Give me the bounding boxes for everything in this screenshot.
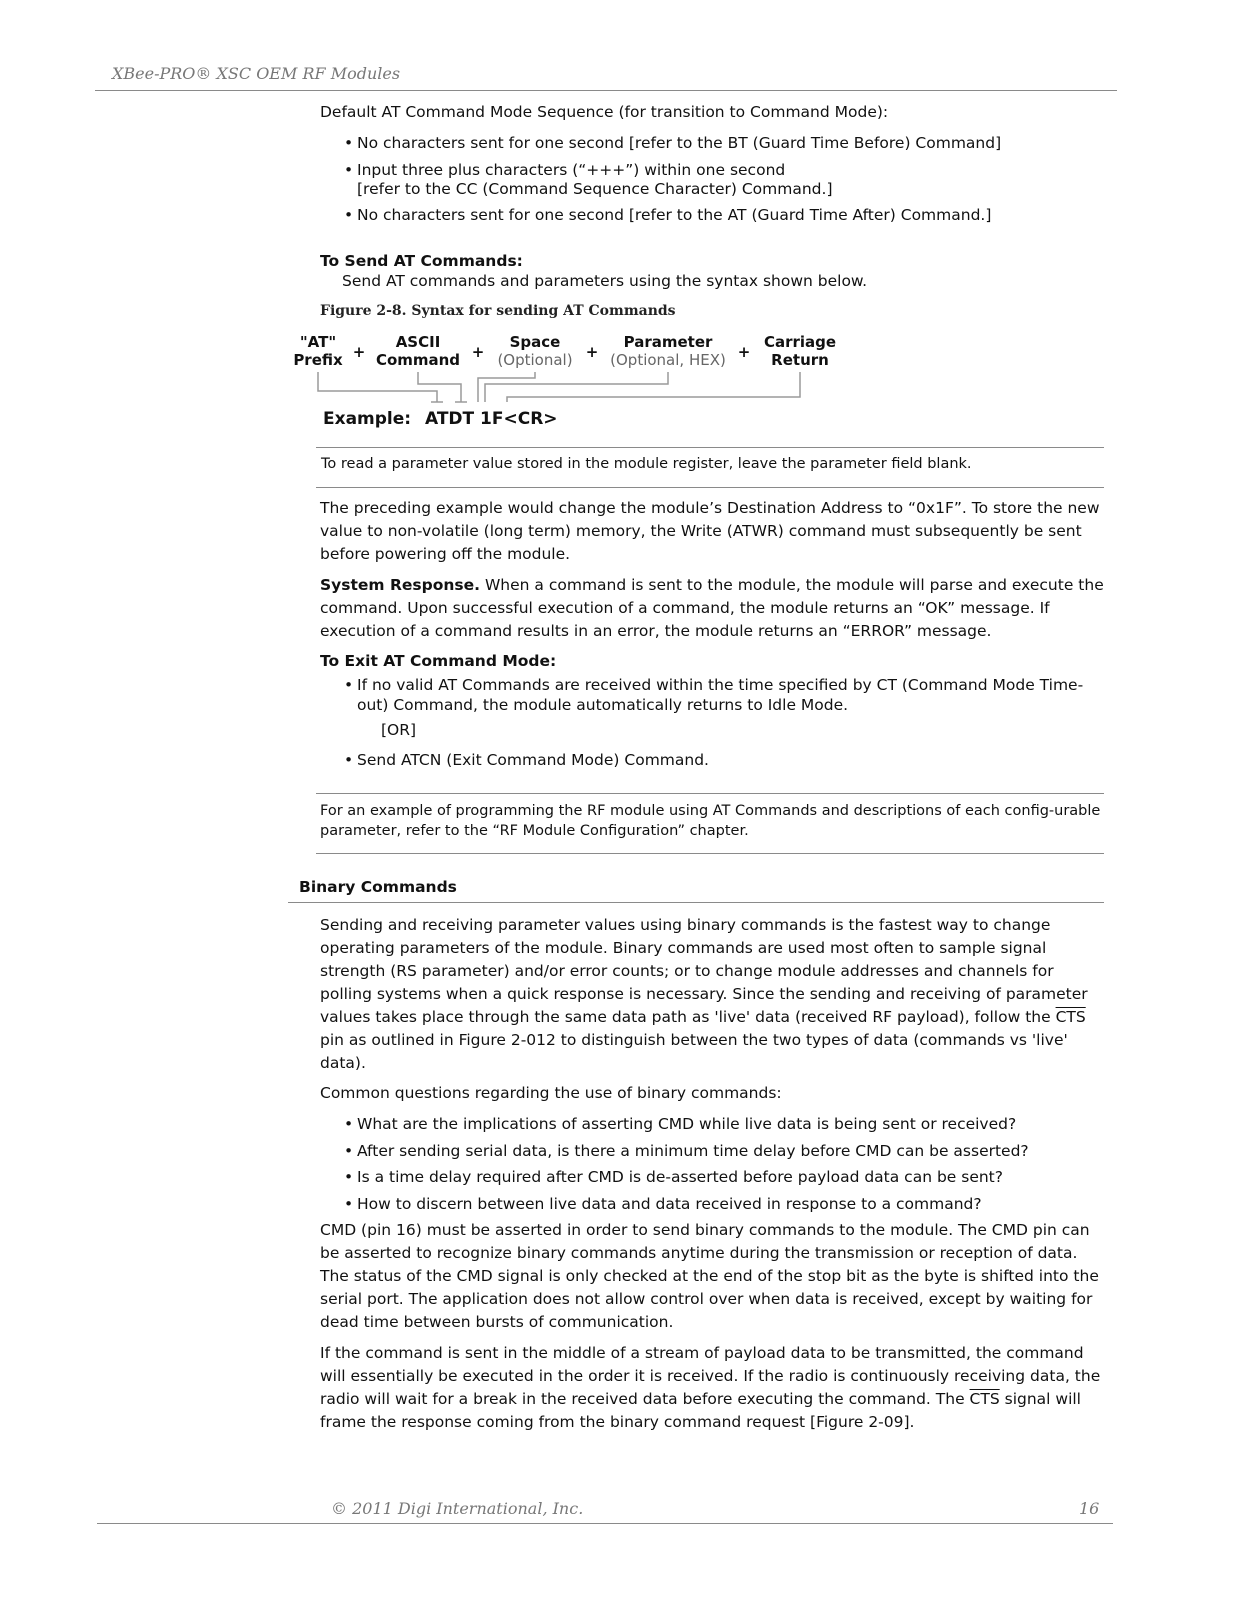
bullet-item-continuation: [refer to the CC (Command Sequence Character) Command.] [357, 180, 833, 198]
send-at-text: Send AT commands and parameters using the syntax shown below. [342, 272, 868, 290]
box-label-prefix-line1: "AT" [299, 333, 337, 351]
send-at-heading: To Send AT Commands: [320, 252, 523, 270]
box-label-parameter-line1: Parameter [623, 333, 713, 351]
paragraph-preceding-example: The preceding example would change the module’s Destination Address to “0x1F”. To store the new value to non-volatile (long term) memory, the Write (ATWR) command must subsequently be sent before powering off the module. [320, 499, 1100, 563]
questions-intro: Common questions regarding the use of binary commands: [320, 1084, 782, 1102]
note-rule-top [316, 793, 1104, 794]
exit-mode-heading: To Exit AT Command Mode: [320, 652, 557, 670]
paragraph-command-stream: If the command is sent in the middle of a stream of payload data to be transmitted, the command will essentially be executed in the order it is received. If the radio is continuously receiving data, the radio will wait for a break in the received data before executing the command. The $\overline{CTS}$ signal will frame the response coming from the binary command request [Figure 2-09]. [320, 1344, 1101, 1431]
bullet-item: • Input three plus characters (“+++”) within one second [344, 161, 786, 179]
bullet-item: • Send ATCN (Exit Command Mode) Command. [344, 751, 709, 769]
note-rule-bottom [316, 853, 1104, 854]
plus-sign: + [471, 343, 485, 361]
box-label-command-line1: ASCII [395, 333, 441, 351]
footer-copyright: © 2011 Digi International, Inc. [331, 1499, 584, 1518]
box-label-return-line1: Carriage [763, 333, 837, 351]
example-label: Example: [323, 409, 412, 429]
cts-signal-name: $\overline{CTS}$ [969, 1390, 1000, 1408]
plus-sign: + [737, 343, 751, 361]
figure-caption: Figure 2-8. Syntax for sending AT Commands [320, 303, 676, 319]
section-rule [288, 902, 1104, 903]
page-number: 16 [1079, 1499, 1100, 1518]
connector-lines [318, 372, 800, 402]
plus-sign: + [352, 343, 366, 361]
box-label-return-line2: Return [771, 351, 829, 369]
section-heading-binary-commands: Binary Commands [299, 878, 457, 896]
box-label-prefix-line2: Prefix [293, 351, 343, 369]
cts-signal-name: $\overline{CTS}$ [1055, 1008, 1086, 1026]
at-syntax-diagram [285, 328, 855, 433]
footer-rule [97, 1523, 1113, 1524]
header-rule [95, 90, 1117, 91]
question-item: • After sending serial data, is there a minimum time delay before CMD can be asserted? [344, 1142, 1029, 1160]
box-label-command-line2: Command [375, 351, 461, 369]
bullet-item: • No characters sent for one second [refer to the BT (Guard Time Before) Command] [344, 134, 1002, 152]
example-value: ATDT 1F<CR> [425, 409, 558, 429]
note-rule-bottom [316, 487, 1104, 488]
bullet-item: • If no valid AT Commands are received within the time specified by CT (Command Mode Time-out) Command, the module automatically returns to Idle Mode. [344, 676, 1084, 714]
note-programming-example: For an example of programming the RF module using AT Commands and descriptions of each config-urable parameter, refer to the “RF Module Configuration” chapter. [320, 803, 1101, 839]
box-label-space-line1: Space [509, 333, 561, 351]
box-label-parameter-line2: (Optional, HEX) [610, 351, 726, 369]
plus-sign: + [585, 343, 599, 361]
box-label-space-line2: (Optional) [497, 351, 573, 369]
paragraph-system-response: System Response. When a command is sent to the module, the module will parse and execute the command. Upon successful execution of a command, the module returns an “OK” message. If execution of a command results in an error, the module returns an “ERROR” message. [320, 576, 1104, 640]
question-item: • Is a time delay required after CMD is de-asserted before payload data can be sent? [344, 1168, 1003, 1186]
running-header: XBee-PRO® XSC OEM RF Modules [112, 64, 401, 83]
note-read-parameter: To read a parameter value stored in the module register, leave the parameter field blank. [321, 456, 972, 472]
question-item: • How to discern between live data and data received in response to a command? [344, 1195, 982, 1213]
system-response-label: System Response. [320, 576, 481, 594]
paragraph-binary-intro: Sending and receiving parameter values using binary commands is the fastest way to change operating parameters of the module. Binary commands are used most often to sample signal strength (RS parameter) and/or error counts; or to change module addresses and channels for polling systems when a quick response is necessary. Since the sending and receiving of parameter values takes place through the same data path as 'live' data (received RF payload), follow the $\overline{CTS}$ pin as outlined in Figure 2-012 to distinguish between the two types of data (commands vs 'live' data). [320, 916, 1088, 1072]
bullet-item: • No characters sent for one second [refer to the AT (Guard Time After) Command.] [344, 206, 992, 224]
note-rule-top [316, 447, 1104, 448]
question-item: • What are the implications of asserting CMD while live data is being sent or received? [344, 1115, 1017, 1133]
or-text: [OR] [381, 721, 417, 739]
paragraph-cmd-pin: CMD (pin 16) must be asserted in order to send binary commands to the module. The CMD pin can be asserted to recognize binary commands anytime during the transmission or reception of data. The status of the CMD signal is only checked at the end of the stop bit as the byte is shifted into the serial port. The application does not allow control over when data is received, except by waiting for dead time between bursts of communication. [320, 1221, 1099, 1331]
at-sequence-intro: Default AT Command Mode Sequence (for transition to Command Mode): [320, 103, 889, 121]
